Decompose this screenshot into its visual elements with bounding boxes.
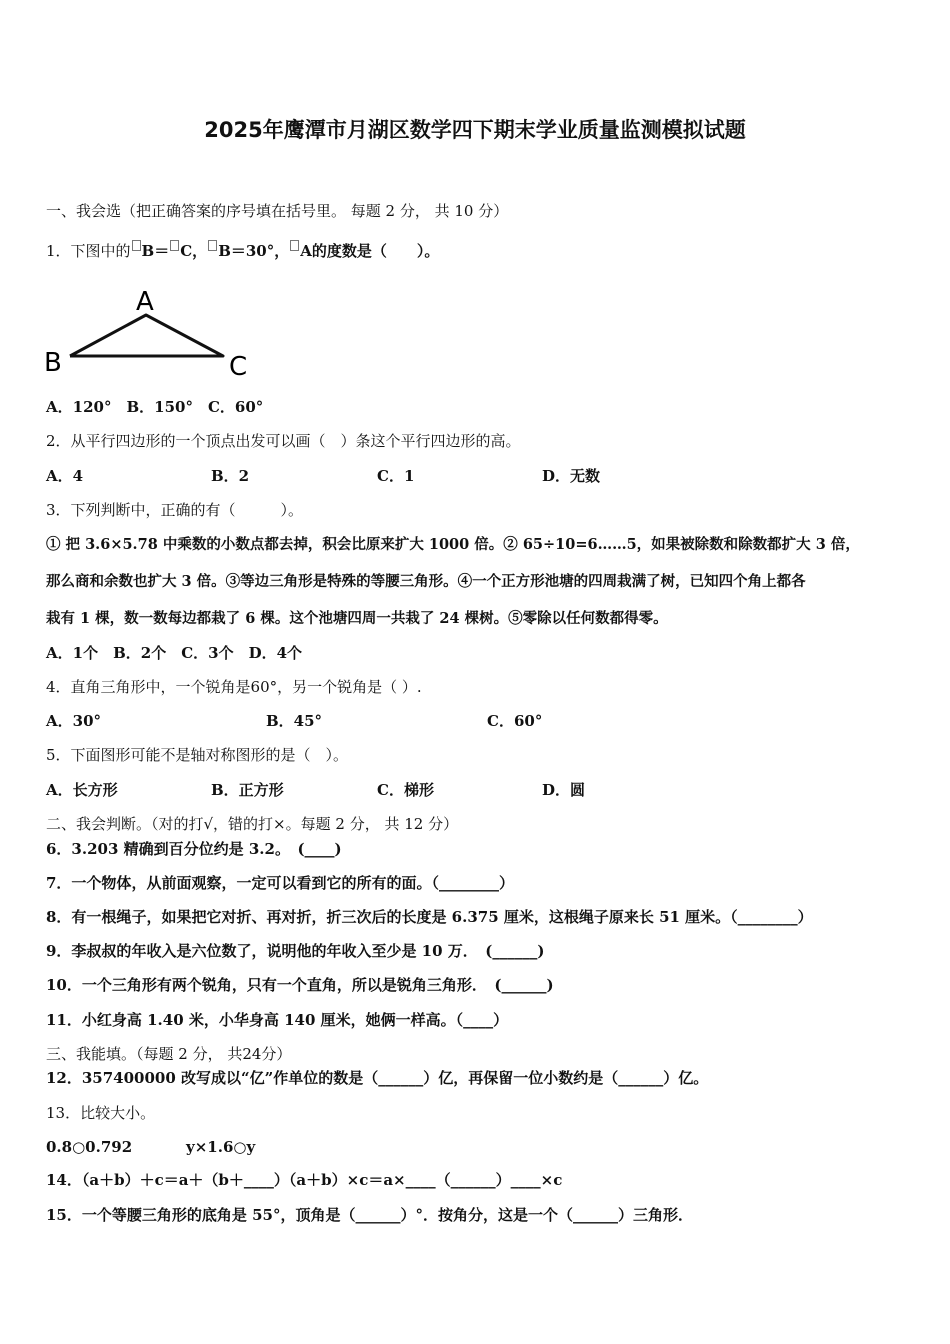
question-5: 5．下面图形可能不是轴对称图形的是（ ）。 [46, 746, 349, 764]
question-12: 12．357400000 改写成以“亿”作单位的数是（______）亿，再保留一位小数约是（______）亿。 [46, 1069, 709, 1087]
q3-statement-line-3: 栽有 1 棵，数一数每边都栽了 6 棵。这个池塘四周一共栽了 24 棵树。⑤零除以任何数都得零。 [46, 610, 668, 627]
q4-option-a: A．30° [46, 712, 102, 730]
q1-text-4: B＝30°， [218, 242, 290, 260]
page-title: 2025年鹰潭市月湖区数学四下期末学业质量监测模拟试题 [204, 118, 746, 142]
q3-options: A．1个 B．2个 C．3个 D．4个 [46, 644, 303, 662]
q13-compare-right: y×1.6○y [186, 1138, 256, 1156]
q5-option-b: B．正方形 [211, 781, 284, 799]
question-1 [46, 240, 439, 261]
q5-option-a: A．长方形 [46, 781, 118, 799]
question-13: 13．比较大小。 [46, 1104, 156, 1122]
angle-icon [290, 240, 299, 251]
vertex-label-c: C [229, 352, 248, 382]
q2-option-c: C．1 [377, 467, 415, 485]
q1-text-5: A的度数是（ ）。 [300, 242, 440, 260]
angle-icon [170, 240, 179, 251]
question-3: 3．下列判断中，正确的有（ ）。 [46, 501, 304, 519]
q2-option-a: A．4 [46, 467, 84, 485]
section-3-heading: 三、我能填。（每题 2 分， 共24分） [46, 1045, 292, 1063]
q4-option-b: B．45° [266, 712, 323, 730]
q1-text-1: 1．下图中的 [46, 242, 131, 260]
q3-statement-line-2: 那么商和余数也扩大 3 倍。③等边三角形是特殊的等腰三角形。④一个正方形池塘的四周栽满了树，已知四个角上都各 [46, 573, 806, 590]
question-10: 10．一个三角形有两个锐角，只有一个直角，所以是锐角三角形． (______) [46, 976, 554, 994]
angle-icon [208, 240, 217, 251]
q2-option-d: D．无数 [542, 467, 601, 485]
section-1-heading: 一、我会选（把正确答案的序号填在括号里。 每题 2 分， 共 10 分） [46, 202, 509, 220]
question-15: 15．一个等腰三角形的底角是 55°，顶角是（______）°．按角分，这是一个（______）三角形． [46, 1206, 693, 1224]
q1-text-3: C， [180, 242, 208, 260]
q13-compare-left: 0.8○0.792 [46, 1138, 133, 1156]
question-2: 2．从平行四边形的一个顶点出发可以画（ ）条这个平行四边形的高。 [46, 432, 521, 450]
question-11: 11．小红身高 1.40 米，小华身高 140 厘米，她俩一样高。（____） [46, 1011, 509, 1029]
question-14: 14．（a＋b）＋c＝a＋（b＋____）（a＋b）×c＝a×____（______）____×c [46, 1171, 563, 1189]
q3-statement-line-1: ① 把 3.6×5.78 中乘数的小数点都去掉，积会比原来扩大 1000 倍。② 65÷10=6……5，如果被除数和除数都扩大 3 倍， [46, 536, 860, 553]
question-7: 7．一个物体，从前面观察，一定可以看到它的所有的面。（________） [46, 874, 514, 892]
q5-option-c: C．梯形 [377, 781, 434, 799]
question-4: 4．直角三角形中，一个锐角是60°，另一个锐角是（ ）. [46, 678, 422, 696]
question-6: 6．3.203 精确到百分位约是 3.2。 (____) [46, 840, 342, 858]
triangle-figure [40, 282, 260, 382]
q5-option-d: D．圆 [542, 781, 586, 799]
section-2-heading: 二、我会判断。（对的打√，错的打×。每题 2 分， 共 12 分） [46, 815, 459, 833]
q2-option-b: B．2 [211, 467, 250, 485]
q1-options: A．120° B．150° C．60° [46, 398, 264, 416]
vertex-label-a: A [136, 287, 154, 317]
vertex-label-b: B [44, 348, 62, 378]
question-8: 8．有一根绳子，如果把它对折、再对折，折三次后的长度是 6.375 厘米，这根绳子原来长 51 厘米。（________） [46, 908, 813, 926]
q4-option-c: C．60° [487, 712, 543, 730]
question-9: 9．李叔叔的年收入是六位数了，说明他的年收入至少是 10 万． (______) [46, 942, 545, 960]
angle-icon [132, 240, 141, 251]
q1-text-2: B＝ [141, 242, 170, 260]
